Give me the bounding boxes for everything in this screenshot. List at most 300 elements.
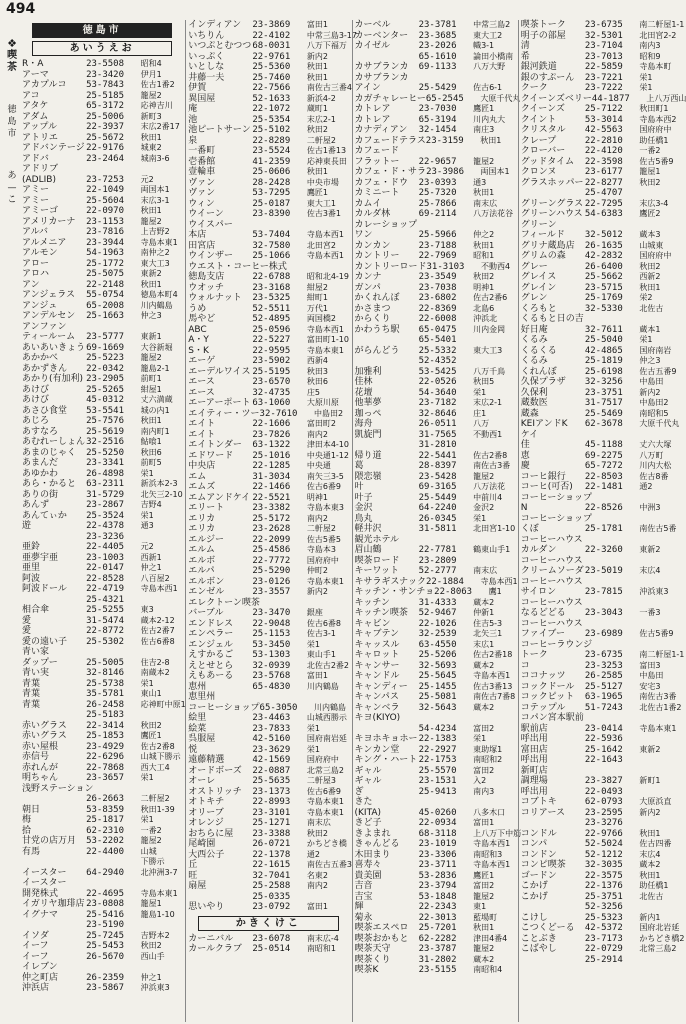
entry-phone: 22-5859 [584,62,623,72]
entry-address: 栄1 [639,335,653,344]
entry-address: 蔵本2 [473,597,495,607]
listing-entry [355,293,515,304]
listing-entry [521,346,681,357]
entry-address: 二軒屋3 [306,776,336,785]
listing-entry [355,493,515,504]
entry-address: 籠屋2 [140,353,162,362]
entry-address: 蔵本2-12 [140,615,175,625]
entry-phone: 25-0606 [252,167,291,177]
entry-address: 南庄3 [473,125,495,134]
entry-phone: 22-8526 [584,503,623,513]
entry-address: 秋田1 [306,62,328,71]
entry-phone: 23-2628 [252,524,291,534]
entry-phone: 25-5102 [252,125,291,135]
entry-name: 絵菜 [188,723,207,734]
entry-phone: 63-1060 [252,398,291,408]
entry-address: 新浜本2-3 [140,479,178,488]
entry-phone: 25-3524 [86,510,125,521]
entry-phone: 65-2008 [86,300,125,311]
entry-phone [585,430,639,441]
entry-name: 亜里 [22,563,41,573]
entry-phone: 54-6383 [584,209,623,219]
entry-phone: 25-5570 [418,765,457,776]
entry-address [314,598,348,609]
entry-address: 東山1 [140,689,162,698]
entry-phone: 53-8359 [86,804,125,815]
entry-name: コブトキ [520,797,557,807]
entry-phone: 22-5521 [252,492,291,503]
listing-entry [521,839,681,850]
entry-phone: 23-3557 [252,587,291,597]
listing-entry [22,70,182,81]
entry-address: 安宅3 [639,681,661,691]
entry-phone: 52-4895 [252,314,291,324]
entry-phone: 23-1003 [86,552,125,563]
listing-entry [521,944,681,955]
entry-address: 北佐古 [639,891,664,901]
entry-address: 庄1 [473,408,487,418]
entry-name [22,857,86,868]
entry-name: 扇屋 [188,881,207,891]
listing-entry [188,440,348,451]
entry-address: 両国橋2 [306,314,336,323]
entry-name: 青い実 [22,668,50,678]
entry-phone: 45-0260 [418,807,457,818]
entry-phone: 62-0793 [584,797,623,807]
entry-address: 仲之1 [140,972,162,982]
listing-entry [521,755,681,766]
listing-entry [22,154,182,165]
entry-name: ウイスパー [188,219,233,230]
entry-address: 蔵本3 [639,230,661,239]
entry-name: アドリブ [22,164,59,174]
listing-entry [22,574,182,585]
listing-entry [188,230,348,241]
entry-address: 佐古6-1 [473,83,503,92]
listing-entry [521,640,681,651]
entry-phone: 22-9657 [418,156,457,167]
listing-entry [188,125,348,136]
listing-entry [355,209,515,220]
entry-address: 仲新1 [473,608,495,617]
listing-entry [22,752,182,763]
listing-entry [521,923,681,934]
listing-entry [22,164,182,175]
city-label: 徳島市 [7,105,17,139]
entry-phone: 22-1378 [252,849,291,860]
entry-name: カトレア [354,104,391,114]
entry-phone: 23-4929 [86,741,125,752]
listing-entry [521,430,681,441]
entry-address: 籠屋2 [473,471,495,481]
listing-entry [521,356,681,367]
entry-name: カミニート [354,188,400,198]
entry-address: 紺屋2 [306,282,328,292]
entry-address [647,493,681,504]
entry-phone: 23-7833 [252,723,291,734]
entry-phone: 23-5524 [252,146,291,156]
entry-address: 川内金岡 [473,324,506,334]
entry-name: 貴美園 [354,870,382,881]
entry-phone: 32-2516 [86,437,125,447]
entry-name: カフェード [354,146,400,156]
entry-name: カントリーロード [354,261,427,272]
entry-address: 北佐古2番2 [306,660,350,670]
listing-entry [355,944,515,955]
entry-name: 壹輪車 [188,167,216,177]
entry-phone: 53-5541 [86,405,125,416]
entry-name: カサブランカ [354,72,409,83]
entry-phone: 25-4321 [86,594,125,605]
entry-phone: 65-2545 [425,93,464,104]
entry-phone: 65-3050 [259,702,298,713]
entry-address: 中央市場 [306,177,339,187]
entry-phone: 22-2343 [418,902,457,912]
entry-address: 応神吉川 [140,101,173,110]
entry-address: 名東2 [306,870,328,880]
listing-entry [355,503,515,514]
entry-phone: 52-5024 [584,839,623,849]
entry-name: アミー [22,185,50,195]
listing-entry [188,419,348,430]
entry-address: 栄1 [306,723,320,733]
entry-address: 南佐古三番4 [306,83,352,92]
entry-phone: 25-6198 [584,366,623,377]
entry-name: 吉音 [354,881,373,891]
entry-name: 好日庵 [520,324,548,335]
entry-phone [419,797,473,808]
entry-phone [585,220,639,231]
entry-phone: 25-1769 [584,293,623,303]
entry-address: 昭和北4-19 [306,272,349,281]
listing-entry [22,920,182,931]
entry-phone: 23-3276 [584,818,623,828]
entry-phone: 52-9467 [418,608,457,618]
listing-entry [355,115,515,126]
entry-address: 北田宮1-10 [473,524,516,533]
entry-address: 昭和9 [639,51,661,61]
listing-entry [22,647,182,658]
listing-entry [355,377,515,388]
entry-name: エイティー・ツー [188,408,260,419]
entry-address: 住吉5-3 [473,618,503,628]
entry-phone: 23-6078 [252,933,291,944]
listing-entry [355,41,515,52]
listing-entry [188,902,348,913]
entry-address: 西新1 [140,552,162,562]
entry-name: アイン [354,83,381,93]
listing-entry [355,566,515,577]
entry-address: 仲町2 [306,566,328,575]
entry-name: グリーンハウス [520,209,583,219]
entry-name: 帰り道 [354,450,382,461]
entry-phone: 53-5425 [418,366,457,377]
entry-phone: 42-5563 [584,125,623,135]
entry-address: 籠屋2 [473,156,495,166]
listing-entry [355,472,515,483]
listing-entry [22,637,182,648]
entry-phone: 62-3678 [584,419,623,429]
entry-address: 徳島本町4 [140,290,178,299]
listing-entry [22,784,182,795]
entry-phone [585,598,639,609]
entry-name: コテップル [520,702,566,713]
entry-address: 寺島本西1 [306,324,344,334]
listing-entry [521,104,681,115]
entry-name: 喫茶くり [354,954,391,965]
listing-entry [521,314,681,325]
entry-address: 北島6 [473,303,495,313]
entry-name: エドワード [188,450,234,461]
listing-entry [521,608,681,619]
entry-address: かちどき橋2 [639,933,685,943]
entry-phone: 22-9766 [584,828,623,839]
entry-phone [252,220,306,231]
entry-name: 伊賀 [188,83,207,93]
entry-name: 木田まり [354,849,391,860]
entry-phone: 25-1663 [86,311,125,321]
entry-address: 寺島本東1 [306,807,344,817]
entry-phone: 25-5195 [252,366,291,377]
entry-name: キヨホキョホー [354,734,418,744]
entry-name: 甘党の店万月 [22,836,77,846]
entry-name: カムイ [354,198,382,209]
entry-address: 八多木口 [473,807,506,817]
entry-phone: 25-5354 [252,114,291,125]
entry-phone: 31-5474 [86,615,125,626]
entry-phone: 25-0596 [252,324,291,335]
entry-address [639,787,681,798]
entry-phone: 23-4463 [252,713,291,723]
listing-entry [188,398,348,409]
entry-name: アコ [22,90,40,101]
entry-address: 籠屋2 [140,90,162,100]
listing-entry [22,836,182,847]
entry-phone: 25-0335 [252,891,291,902]
entry-name: 恵里州 [188,692,216,702]
entry-address: 国府府中 [639,251,672,260]
entry-address: 寺島本西1 [306,230,344,239]
entry-name: あじろ [22,416,50,426]
entry-phone: 68-3118 [418,828,457,839]
category-marker-icon: ❖ [7,37,17,50]
entry-name: アンジェラス [22,290,75,300]
entry-address: 南矢三3-5 [306,471,344,481]
entry-address: 国府府中 [306,555,339,565]
entry-name: アロハ [22,269,50,279]
listing-entry [22,416,182,427]
entry-phone: 23-3685 [418,30,457,41]
entry-address: 寺島本西1 [306,251,344,260]
entry-name: コンドル [520,828,557,839]
entry-name: コックピット [520,692,575,702]
listing-entry [521,524,681,535]
entry-phone [585,713,639,724]
entry-address: 北矢三1 [473,629,503,638]
listing-entry [521,220,681,231]
entry-address: 銀座 [306,608,323,617]
listing-entry [521,52,681,63]
listing-entry [188,734,348,745]
listing-column-1 [20,20,184,1022]
listing-entry [188,335,348,346]
entry-name: なるどどる [520,608,566,618]
entry-phone: 25-5081 [418,692,457,702]
entry-name: エンジェル [188,639,233,650]
entry-phone: 65-0475 [418,324,457,335]
entry-name: アロー [22,258,50,269]
entry-address: 万代1 [306,303,328,313]
entry-phone: 25-5332 [418,345,457,356]
listing-entry [188,577,348,588]
entry-address: 庄5 [306,387,320,397]
listing-entry [22,626,182,637]
entry-name: 凱旋門 [354,429,382,440]
listing-entry [188,430,348,441]
entry-name: アルバ [22,227,49,237]
entry-address: 栄1 [306,639,320,649]
listing-entry [188,682,348,693]
listing-entry [521,503,681,514]
entry-address: 東3 [140,605,154,614]
entry-phone: 25-7576 [86,416,125,426]
listing-entry [355,283,515,294]
entry-address: 助任橋1 [639,881,669,890]
entry-address: 両国本1 [480,167,510,176]
listing-entry [188,73,348,84]
entry-name: 池 [188,114,198,125]
listing-entry [521,472,681,483]
listing-entry [355,860,515,871]
entry-name: アカプルコ [22,80,67,90]
entry-address: 上八万下中筋 [473,828,522,838]
entry-phone: 25-5449 [418,492,457,503]
entry-name: 呼出用 [520,755,548,765]
entry-phone: 25-5604 [86,195,125,206]
listing-entry [355,220,515,231]
entry-phone: 23-7030 [418,104,457,114]
entry-address: 中央通1-12 [306,450,349,460]
entry-name: 軽井沢 [354,524,382,534]
entry-address: 佐古6番8 [306,618,342,628]
entry-phone: 22-1884 [425,576,464,587]
entry-phone: 23-6735 [584,20,623,30]
entry-address: 秋田3 [306,366,328,376]
entry-phone: 22-4378 [86,521,125,531]
listing-entry [22,122,182,133]
entry-address: 二軒屋2 [140,794,170,803]
entry-address: 大原川原 [306,398,339,407]
entry-address: 栄1 [140,468,154,478]
entry-phone: 51-7243 [584,702,623,713]
listing-entry [355,451,515,462]
entry-name: 富田店 [520,744,548,755]
listing-entry [22,374,182,385]
listing-entry [521,62,681,73]
entry-name: 泉 [188,135,198,146]
entry-address: 佐古3番1 [306,209,342,218]
entry-address: 秋田2 [639,177,661,187]
listing-entry [22,563,182,574]
entry-address: 新内2 [306,587,328,596]
entry-phone: 23-3043 [584,608,623,618]
entry-phone: 63-1322 [252,440,291,450]
listing-entry [355,346,515,357]
listing-entry [355,871,515,882]
listing-entry [22,889,182,900]
entry-name: 愛 [22,615,32,626]
listing-entry [355,818,515,829]
listing-entry [355,923,515,934]
entry-name: 旺 [188,870,198,881]
entry-phone: 22-0934 [418,818,457,828]
listing-entry [355,125,515,136]
entry-name: エルジー [188,534,225,545]
entry-phone: 23-3869 [252,20,291,30]
entry-phone: 32-5301 [584,30,623,41]
entry-phone: 22-7868 [86,762,125,773]
entry-address: 八万千鳥 [473,366,506,376]
listing-entry [355,839,515,850]
entry-name: A・Y [188,335,209,345]
entry-name: あんず [22,500,50,510]
entry-address [639,766,681,777]
entry-phone: 25-5323 [584,912,623,923]
listing-entry [22,983,182,994]
entry-phone: 25-5360 [252,62,291,72]
entry-phone: 42-4865 [584,345,623,356]
entry-name: 呉服屋 [188,734,216,744]
listing-entry [188,703,348,714]
entry-address [473,556,515,567]
entry-name: エルボ [188,555,216,566]
entry-phone: 23-7253 [86,174,125,185]
entry-name: カールクラブ [188,944,242,954]
entry-phone: 22-0887 [252,765,291,776]
listing-entry [521,587,681,598]
section-header: あいうえお [32,41,172,56]
entry-address: 南昭和4 [473,965,503,974]
entry-phone: 23-3794 [418,881,457,891]
entry-address: 寺島本西2 [639,114,677,124]
entry-address: 秋田1 [306,72,328,82]
listing-entry [188,30,357,42]
listing-entry [22,395,182,406]
listing-entry [188,787,348,798]
entry-name: アダム [22,111,49,122]
entry-name [521,955,585,966]
listing-entry [355,545,515,556]
entry-name: アップル [22,122,58,132]
listing-entry [355,73,515,84]
entry-phone: 23-7013 [584,51,623,62]
listing-entry [188,377,348,388]
index-range-label: あ—こ [7,171,17,205]
entry-name: オトキチ [188,797,225,807]
entry-address: 南佐古5番 [639,524,677,533]
entry-name: ファイブー [520,629,566,639]
entry-name: コーヒーハウス [520,534,583,545]
entry-name [22,794,86,805]
entry-phone: 22-6296 [86,752,125,762]
entry-name: クイーンズ [520,104,565,114]
listing-entry [521,829,681,840]
entry-address: 籠屋2 [473,944,495,953]
entry-address: 寺島本東1 [140,237,178,247]
entry-address: 幟3-1 [473,41,495,50]
entry-name: エリカ [188,513,216,524]
entry-name: コーヒーショップ [520,513,593,524]
